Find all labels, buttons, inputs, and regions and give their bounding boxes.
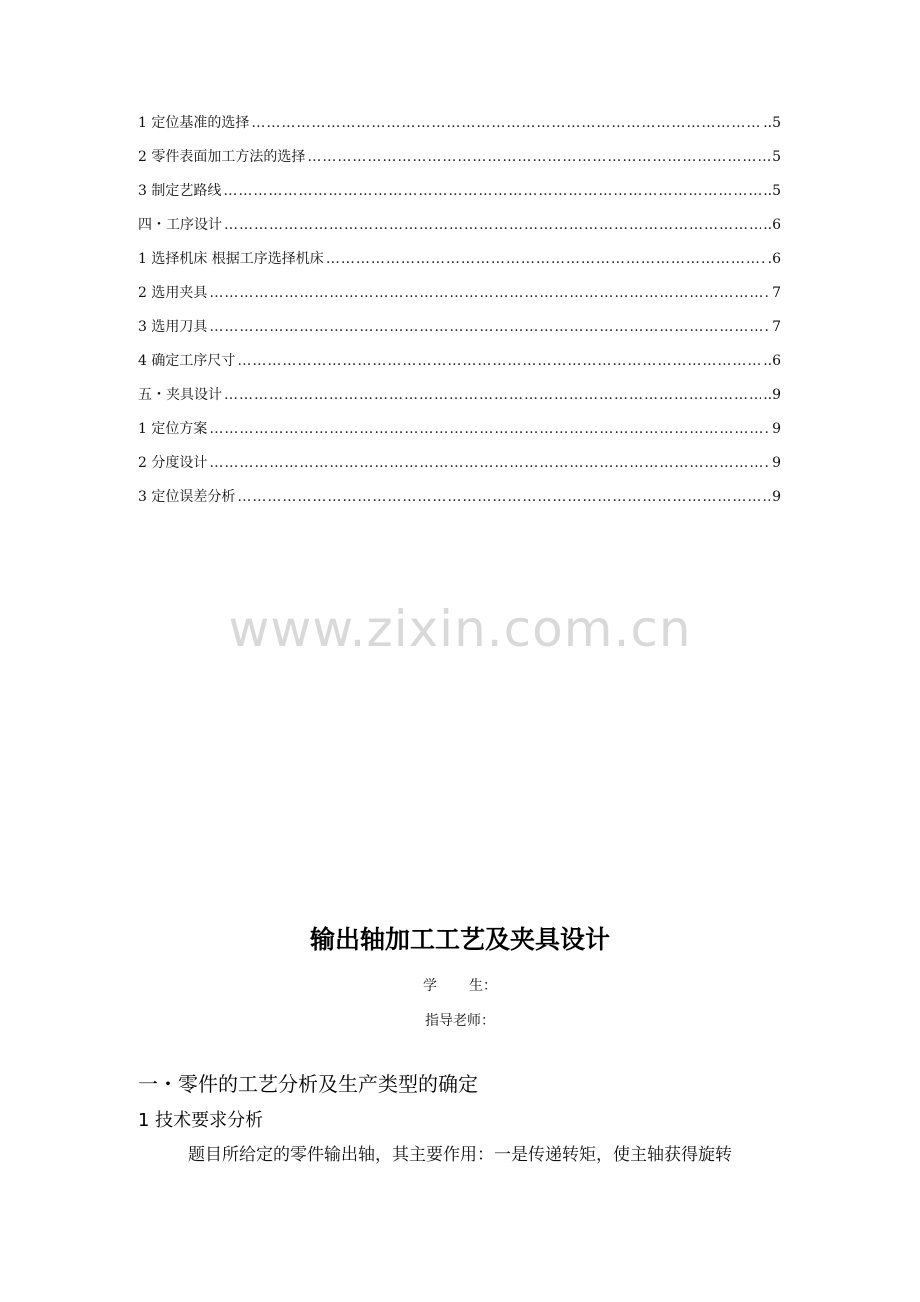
toc-entry [138, 282, 781, 316]
toc-entry [138, 112, 781, 146]
watermark: www.zixin.com.cn [228, 600, 692, 658]
toc-entry [138, 214, 781, 248]
toc-entry-label: 4 确定工序尺寸 [138, 353, 236, 369]
toc-entry-label: 3 制定艺路线 [138, 183, 222, 199]
toc-entry-label: 3 选用刀具 [138, 319, 208, 335]
toc-entry-page: ..5 [763, 183, 781, 199]
toc-entry-page: ..6 [763, 353, 781, 369]
toc-leader-dots [307, 149, 770, 165]
toc-entry [138, 384, 781, 418]
toc-entry-label: 1 定位方案 [138, 421, 208, 437]
toc-leader-dots [224, 387, 761, 403]
subsection-heading: 1 技术要求分析 [138, 1110, 264, 1131]
toc-leader-dots [224, 217, 761, 233]
toc-leader-dots [209, 455, 770, 471]
toc-entry-page: 5 [772, 149, 781, 165]
toc-entry [138, 452, 781, 486]
toc-entry [138, 180, 781, 214]
toc-entry-page: 9 [772, 455, 781, 471]
toc-entry-page: 9 [772, 421, 781, 437]
toc-entry [138, 316, 781, 350]
toc-leader-dots [326, 251, 766, 267]
toc-leader-dots [237, 489, 770, 505]
toc-entry-page: 9 [772, 489, 781, 505]
toc-entry-label: 四・工序设计 [138, 217, 222, 233]
toc-leader-dots [223, 183, 761, 199]
advisor-line: 指导老师： [425, 1013, 495, 1029]
toc-entry-label: 2 选用夹具 [138, 285, 208, 301]
toc-entry-page: ..9 [763, 387, 781, 403]
student-line [0, 975, 920, 995]
toc-entry-label: 2 分度设计 [138, 455, 208, 471]
toc-entry-page: ..6 [763, 217, 781, 233]
toc-entry-label: 3 定位误差分析 [138, 489, 236, 505]
toc-leader-dots [251, 115, 761, 131]
toc-entry [138, 350, 781, 384]
toc-entry-page: ..5 [763, 115, 781, 131]
toc-entry [138, 418, 781, 452]
toc-entry-label: 2 零件表面加工方法的选择 [138, 149, 306, 165]
toc-entry-label: 五・夹具设计 [138, 387, 222, 403]
toc-entry [138, 248, 781, 282]
toc-entry-label: 1 选择机床 根据工序选择机床 [138, 251, 324, 267]
toc-entry-label: 1 定位基准的选择 [138, 115, 250, 131]
toc-leader-dots [209, 319, 770, 335]
toc-entry [138, 486, 781, 520]
toc-leader-dots [209, 285, 770, 301]
table-of-contents [138, 112, 781, 520]
student-label-1: 学 [423, 978, 437, 994]
section-heading: 一・零件的工艺分析及生产类型的确定 [138, 1072, 478, 1096]
body-paragraph: 题目所给定的零件输出轴，其主要作用：一是传递转矩，使主轴获得旋转 [188, 1145, 732, 1165]
toc-leader-dots [237, 353, 761, 369]
toc-entry [138, 146, 781, 180]
toc-entry-page: 7 [772, 319, 781, 335]
document-title: 输出轴加工工艺及夹具设计 [309, 925, 610, 954]
student-label-2: 生： [469, 978, 497, 994]
toc-entry-page: .6 [767, 251, 781, 267]
toc-leader-dots [209, 421, 770, 437]
toc-entry-page: 7 [772, 285, 781, 301]
